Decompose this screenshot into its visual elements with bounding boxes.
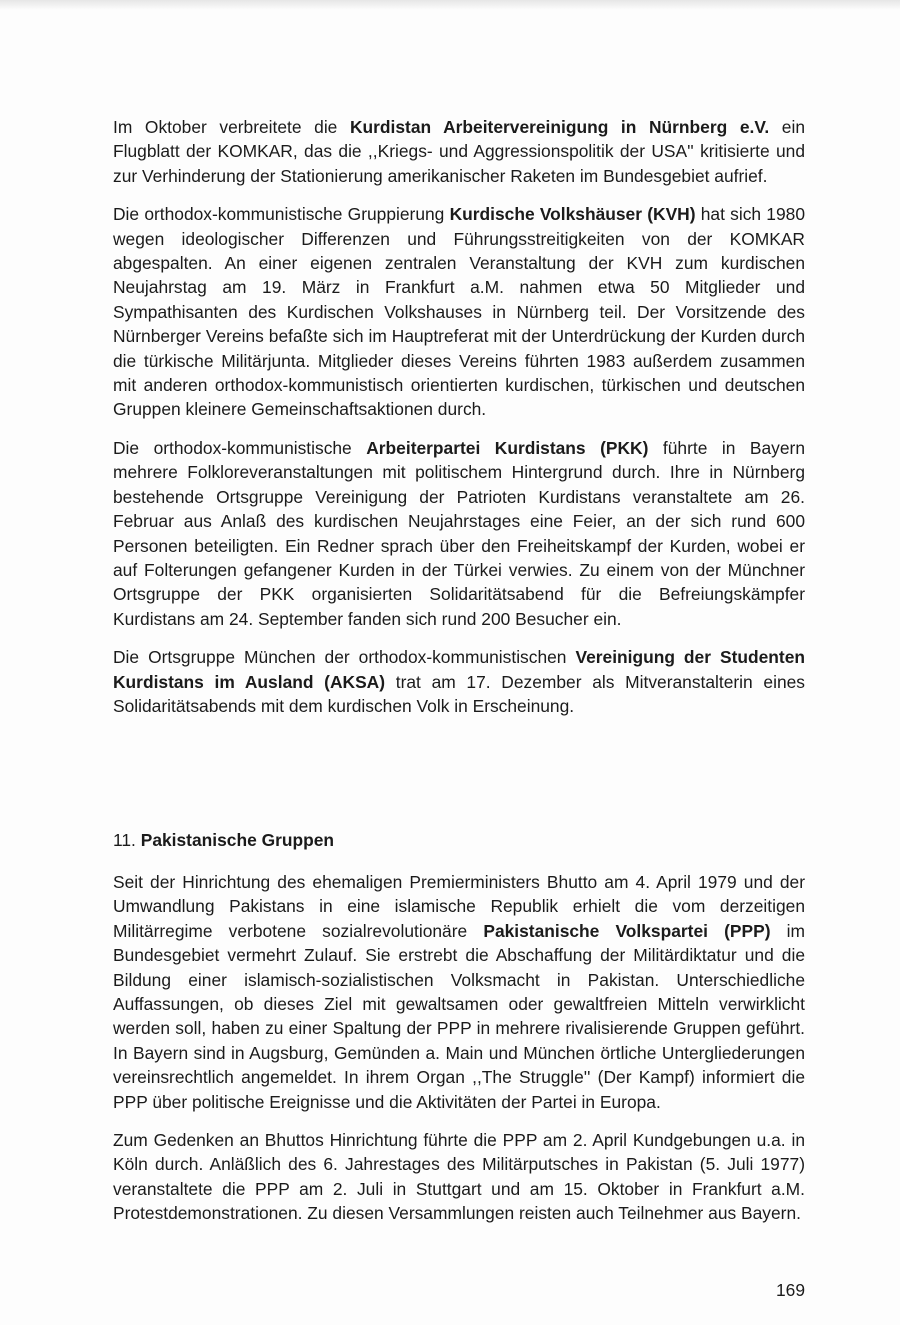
organization-name: Arbeiterpartei Kurdistans (PKK) bbox=[366, 437, 649, 458]
section-kurdish-groups bbox=[113, 115, 805, 732]
text-run: Seit der Hinrichtung des ehemaligen Premierministers Bhutto am 4. April 1979 und der Umwandlung Pakistans in eine islamische Republik erhielt die vom derzeitigen Militärregime verbotene sozialrevolutionäre bbox=[113, 872, 805, 941]
paragraph-ppp bbox=[113, 870, 805, 1114]
section-title: Pakistanische Gruppen bbox=[140, 830, 335, 850]
organization-name: Kurdische Volkshäuser (KVH) bbox=[449, 204, 696, 225]
text-run: ein Flugblatt der KOMKAR, das die ,,Kriegs- und Aggressionspolitik der USA'' kritisierte und zur Verhinderung der Stationierung amerikanischer Raketen im Bundesgebiet aufrief. bbox=[113, 117, 805, 186]
text-run: führte in Bayern mehrere Folkloreveranstaltungen mit politischem Hintergrund durch. Ihre in Nürnberg bestehende Ortsgruppe Vereinigung der Patrioten Kurdistans veranstaltete am 26. Februar aus Anlaß des kurdischen Neujahrstages eine Feier, an der sich rund 600 Personen beteiligten. Ein Redner sprach über den Freiheitskampf der Kurden, wobei er auf Folterungen gefangener Kurden in der Türkei verwies. Zu einem von der Münchner Ortsgruppe der PKK organisierten Solidaritätsabend für die Befreiungskämpfer Kurdistans am 24. September fanden sich rund 200 Besucher ein. bbox=[113, 437, 805, 629]
text-run: Die orthodox-kommunistische Gruppierung bbox=[113, 204, 450, 225]
text-run: Die orthodox-kommunistische bbox=[113, 437, 367, 458]
organization-name: Vereinigung der Studenten Kurdistans im Ausland (AKSA) bbox=[113, 647, 805, 692]
paragraph-kvh bbox=[113, 202, 805, 422]
paragraph-pkk bbox=[113, 436, 805, 631]
paragraph-aksa bbox=[113, 645, 805, 718]
organization-name: Kurdistan Arbeitervereinigung in Nürnberg e.V. bbox=[349, 117, 770, 137]
organization-name: Pakistanische Volkspartei (PPP) bbox=[483, 920, 771, 941]
section-heading bbox=[113, 828, 805, 852]
text-run: trat am 17. Dezember als Mitveranstalterin eines Solidaritätsabends mit dem kurdischen Volk in Erscheinung. bbox=[113, 671, 805, 716]
section-pakistani-groups bbox=[113, 870, 805, 1240]
scan-edge bbox=[0, 0, 900, 10]
text-run: Im Oktober verbreitete die bbox=[113, 117, 350, 137]
text-run: im Bundesgebiet vermehrt Zulauf. Sie erstrebt die Abschaffung der Militärdiktatur und die Bildung einer islamisch-sozialistischen Volksmacht in Pakistan. Unterschiedliche Auffassungen, ob dieses Ziel mit gewaltsamen oder gewaltfreien Mitteln verwirklicht werden soll, haben zu einer Spaltung der PPP in mehrere rivalisierende Gruppen geführt. In Bayern sind in Augsburg, Gemünden a. Main und München örtliche Untergliederungen vereinsrechtlich angemeldet. In ihrem Organ ,,The Struggle'' (Der Kampf) informiert die PPP über politische Ereignisse und die Aktivitäten der Partei in Europa. bbox=[113, 920, 806, 1112]
text-run: hat sich 1980 wegen ideologischer Differenzen und Führungsstreitigkeiten von der KOMKAR abgespalten. An einer eigenen zentralen Veranstaltung der KVH zum kurdischen Neujahrstag am 19. März in Frankfurt a.M. nahmen etwa 50 Mitglieder und Sympathisanten des Kurdischen Volkshauses in Nürnberg teil. Der Vorsitzende des Nürnberger Vereins befaßte sich im Hauptreferat mit der Unterdrückung der Kurden durch die türkische Militärjunta. Mitglieder dieses Vereins führten 1983 außerdem zusammen mit anderen orthodox-kommunistisch orientierten kurdischen, türkischen und deutschen Gruppen kleinere Gemeinschaftsaktionen durch. bbox=[113, 204, 805, 420]
section-number: 11. bbox=[113, 830, 136, 850]
text-run: Zum Gedenken an Bhuttos Hinrichtung führte die PPP am 2. April Kundgebungen u.a. in Köln durch. Anläßlich des 6. Jahrestages des Militärputsches in Pakistan (5. Juli 1977) veranstaltete die PPP am 2. Juli in Stuttgart und am 15. Oktober in Frankfurt a.M. Protestdemonstrationen. Zu diesen Versammlungen reisten auch Teilnehmer aus Bayern. bbox=[113, 1130, 805, 1224]
paragraph-bhutto-commemoration bbox=[113, 1128, 805, 1226]
page-number: 169 bbox=[775, 1280, 805, 1300]
paragraph-akn bbox=[113, 115, 805, 188]
text-run: Die Ortsgruppe München der orthodox-kommunistischen bbox=[113, 647, 576, 668]
